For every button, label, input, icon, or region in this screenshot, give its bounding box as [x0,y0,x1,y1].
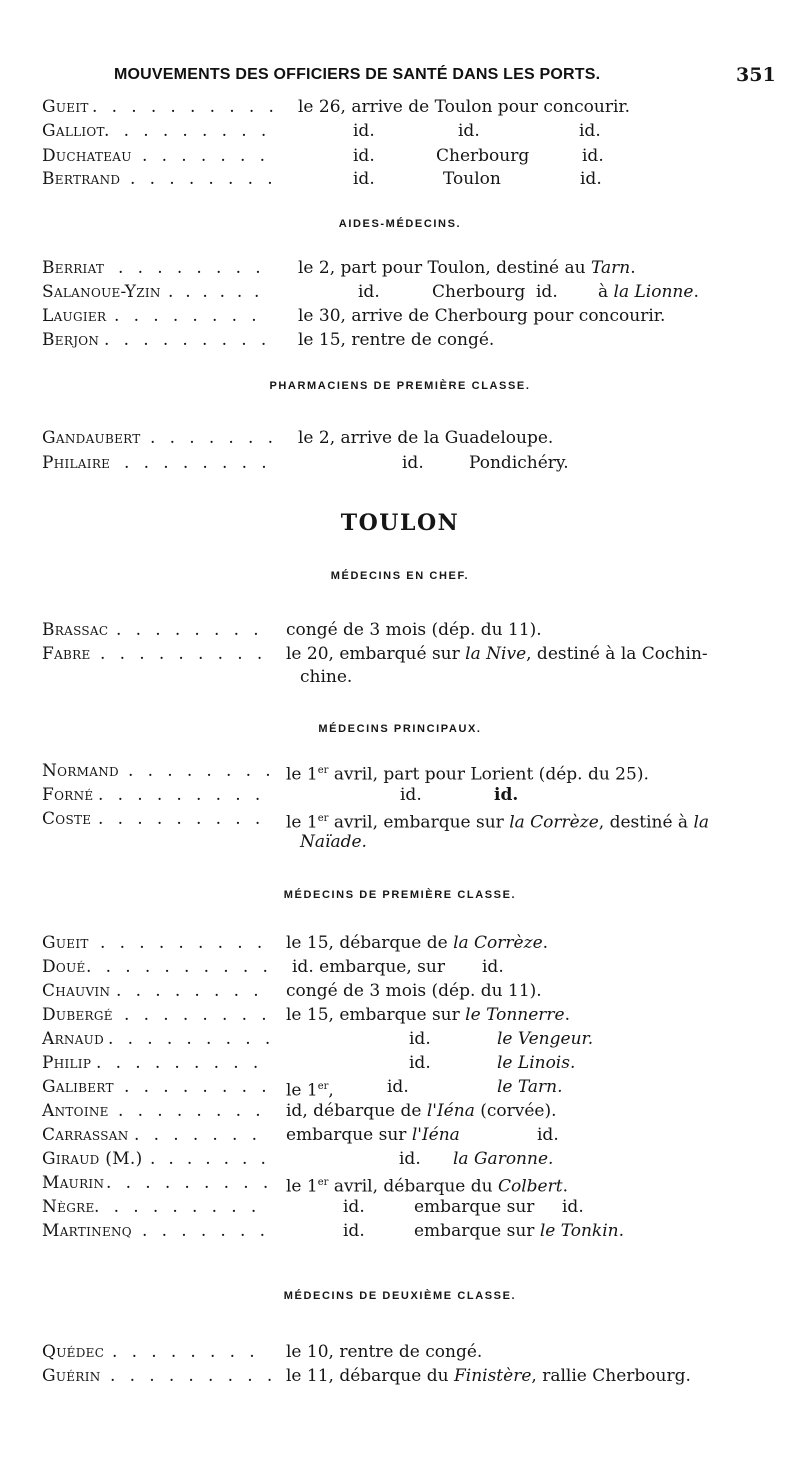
entry-row [0,329,800,351]
entry-col: embarque sur le Tonkin. [414,1221,625,1241]
entry-col: id. [358,282,380,302]
entry-col: Toulon [443,169,501,189]
entry-col: id. [402,453,424,473]
entry-name: Doué [42,957,86,977]
entry-row [0,1028,800,1050]
entry-col: id. [343,1221,365,1241]
dot-leader: . . . . . . . . . [106,1173,273,1193]
dot-leader: . . . . . . . . . [100,644,267,664]
entry-row [0,1100,800,1122]
entry-col: id. [482,957,504,977]
entry-row [0,643,800,665]
entry-name: Giraud (M.) [42,1149,143,1169]
dot-leader: . . . . . . . . [118,258,266,278]
entry-name: Philip [42,1053,92,1073]
entry-row [0,96,800,118]
ship-name: le Tonkin [539,1221,619,1241]
ship-name: la Lionne [613,282,694,302]
dot-leader: . . . . . . . [134,1125,262,1145]
entry-row [0,1148,800,1170]
entry-col: id. [458,121,480,141]
entry-col: id. [536,282,558,302]
entry-name: Guérin [42,1366,101,1386]
entry-col: embarque sur [414,1197,535,1217]
dot-leader: . . . . . . . . . [100,933,267,953]
entry-col: id. [409,1029,431,1049]
dot-leader: . . . . . . . . . [98,809,265,829]
entry-row [0,784,800,806]
entry-row [0,1124,800,1146]
entry-row [0,120,800,142]
entry-text: le 26, arrive de Toulon pour concourir. [298,97,631,117]
ship-name: la Nive [465,644,527,664]
entry-name: Salanoue-Yzin [42,282,161,302]
entry-name: Gueit [42,933,89,953]
entry-name: Arnaud [42,1029,105,1049]
entry-text: le 2, arrive de la Guadeloupe. [298,428,554,448]
entry-name: Coste [42,809,92,829]
dot-leader: . . . . . . . [150,1149,270,1169]
entry-name: Brassac [42,620,109,640]
entry-text: le 15, embarque sur le Tonnerre. [286,1005,571,1025]
entry-name: Philaire [42,453,111,473]
entry-col: id. [387,1077,409,1097]
ship-name: l'Iéna [426,1101,475,1121]
entry-name: Dubergé [42,1005,113,1025]
entry-col: id. [494,785,519,805]
entry-col: id. [353,146,375,166]
entry-col: le Vengeur. [497,1029,594,1049]
ship-name: Tarn [590,258,631,278]
entry-name: Berriat [42,258,105,278]
entry-col: à la Lionne. [598,282,699,302]
entry-name: Normand [42,761,119,781]
entry-text: id, débarque de l'Iéna (corvée). [286,1101,557,1121]
entry-name: Laugier [42,306,107,326]
ship-name: Finistère [453,1366,532,1386]
entry-col: Cherbourg [436,146,530,166]
dot-leader: . . . . . . . . [124,453,272,473]
entry-row [0,808,800,833]
dot-leader: . . . . . . . . [130,169,278,189]
section-heading: MÉDECINS PRINCIPAUX. [318,723,482,735]
entry-row [0,168,800,190]
ship-name: la Corrèze [453,933,543,953]
page-header [0,0,800,86]
page-number: 351 [736,64,776,86]
port-title: TOULON [340,510,460,536]
dot-leader: . . . . . . . . [112,1342,260,1362]
entry-col: id. [579,121,601,141]
dot-leader: . . . . . . . . [116,981,264,1001]
entry-col: id. [562,1197,584,1217]
dot-leader: . . . . . . . . . [98,785,265,805]
entry-col: id. [409,1053,431,1073]
dot-leader: . . . . . . . . [118,1101,266,1121]
entry-col: id. [343,1197,365,1217]
entry-name: Duchateau [42,146,132,166]
entry-text: embarque sur l'Iéna [286,1125,460,1145]
entry-text: le 1er avril, débarque du Colbert. [286,1176,568,1197]
dot-leader: . . . . . . . [142,146,270,166]
dot-leader: . . . . . . . . . [104,121,271,141]
entry-text: le 10, rentre de congé. [286,1342,483,1362]
entry-col: id. [400,785,422,805]
entry-row [0,1365,800,1387]
entry-row [0,956,800,978]
entry-name: Chauvin [42,981,111,1001]
entry-row [0,281,800,303]
dot-leader: . . . . . . . . . [104,330,271,350]
running-title: MOUVEMENTS DES OFFICIERS DE SANTÉ DANS LES PORTS. [114,66,601,83]
section-heading: AIDES-MÉDECINS. [338,218,462,230]
ship-name: Colbert [498,1176,563,1197]
entry-text: le 20, embarqué sur la Nive, destiné à la Cochin- [286,644,708,664]
entry-row [0,305,800,327]
dot-leader: . . . . . . . . . [96,1053,263,1073]
section-heading: MÉDECINS DE PREMIÈRE CLASSE. [283,889,517,901]
entry-col: id. [580,169,602,189]
entry-text: le 15, débarque de la Corrèze. [286,933,549,953]
entry-name: Carrassan [42,1125,129,1145]
dot-leader: . . . . . . . [150,428,278,448]
entry-col: le Tarn. [497,1077,563,1097]
dot-leader: . . . . . . . . [116,620,264,640]
ship-name: la Corrèze [509,812,599,833]
dot-leader: . . . . . . . . . . [86,957,273,977]
entry-col: id. [582,146,604,166]
entry-text: le 2, part pour Toulon, destiné au Tarn. [298,258,636,278]
entry-row [0,1052,800,1074]
entry-name: Nègre [42,1197,95,1217]
entry-row [0,452,800,474]
entry-name: Gandaubert [42,428,141,448]
dot-leader: . . . . . . . . . [108,1029,275,1049]
entry-col: la Garonne. [453,1149,554,1169]
dot-leader: . . . . . . . . [128,761,276,781]
entry-row [0,760,800,785]
section-heading: MÉDECINS DE DEUXIÈME CLASSE. [283,1290,517,1302]
entry-row [0,980,800,1002]
entry-col: id. embarque, sur [292,957,445,977]
entry-col: le 1er, [286,1080,334,1101]
entry-name: Martinenq [42,1221,132,1241]
dot-leader: . . . . . . . . [124,1005,272,1025]
entry-text: congé de 3 mois (dép. du 11). [286,981,542,1001]
entry-row [0,932,800,954]
dot-leader: . . . . . . . . [124,1077,272,1097]
entry-text: le 15, rentre de congé. [298,330,495,350]
entry-col: le Linois. [497,1053,576,1073]
dot-leader: . . . . . . [168,282,263,302]
entry-text: le 11, débarque du Finistère, rallie Cherbourg. [286,1366,691,1386]
entry-name: Bertrand [42,169,121,189]
section-heading: PHARMACIENS DE PREMIÈRE CLASSE. [269,380,531,392]
entry-name: Fabre [42,644,91,664]
dot-leader: . . . . . . . . . [110,1366,277,1386]
entry-name: Maurin [42,1173,105,1193]
dot-leader: . . . . . . . . . . [92,97,279,117]
dot-leader: . . . . . . . . [114,306,262,326]
entry-col: id. [537,1125,559,1145]
entry-continuation: Naïade. [300,832,367,852]
entry-col: id. [399,1149,421,1169]
entry-row [0,1341,800,1363]
entry-row [0,619,800,641]
entry-text: le 30, arrive de Cherbourg pour concourir. [298,306,666,326]
section-heading: MÉDECINS EN CHEF. [330,570,470,582]
dot-leader: . . . . . . . . . [94,1197,261,1217]
entry-name: Berjon [42,330,100,350]
entry-name: Quédec [42,1342,105,1362]
entry-text: le 1er avril, part pour Lorient (dép. du 25). [286,764,649,785]
entry-name: Gueit [42,97,89,117]
ship-name: le Tonnerre [465,1005,565,1025]
entry-name: Antoine [42,1101,109,1121]
entry-row [0,1076,800,1101]
entry-row [0,145,800,167]
entry-col: Cherbourg [432,282,526,302]
entry-col: id. [353,121,375,141]
entry-row [0,427,800,449]
entry-row [0,1220,800,1242]
entry-continuation: chine. [300,667,353,687]
entry-text: le 1er avril, embarque sur la Corrèze, destiné à la [286,812,710,833]
entry-name: Galliot [42,121,105,141]
entry-row [0,257,800,279]
dot-leader: . . . . . . . [142,1221,270,1241]
entry-row [0,1172,800,1197]
entry-col: Pondichéry. [469,453,569,473]
ship-name: l'Iéna [411,1125,460,1145]
entry-text: congé de 3 mois (dép. du 11). [286,620,542,640]
entry-name: Galibert [42,1077,114,1097]
entry-row [0,1196,800,1218]
entry-name: Forné [42,785,94,805]
entry-col: id. [353,169,375,189]
entry-row [0,1004,800,1026]
